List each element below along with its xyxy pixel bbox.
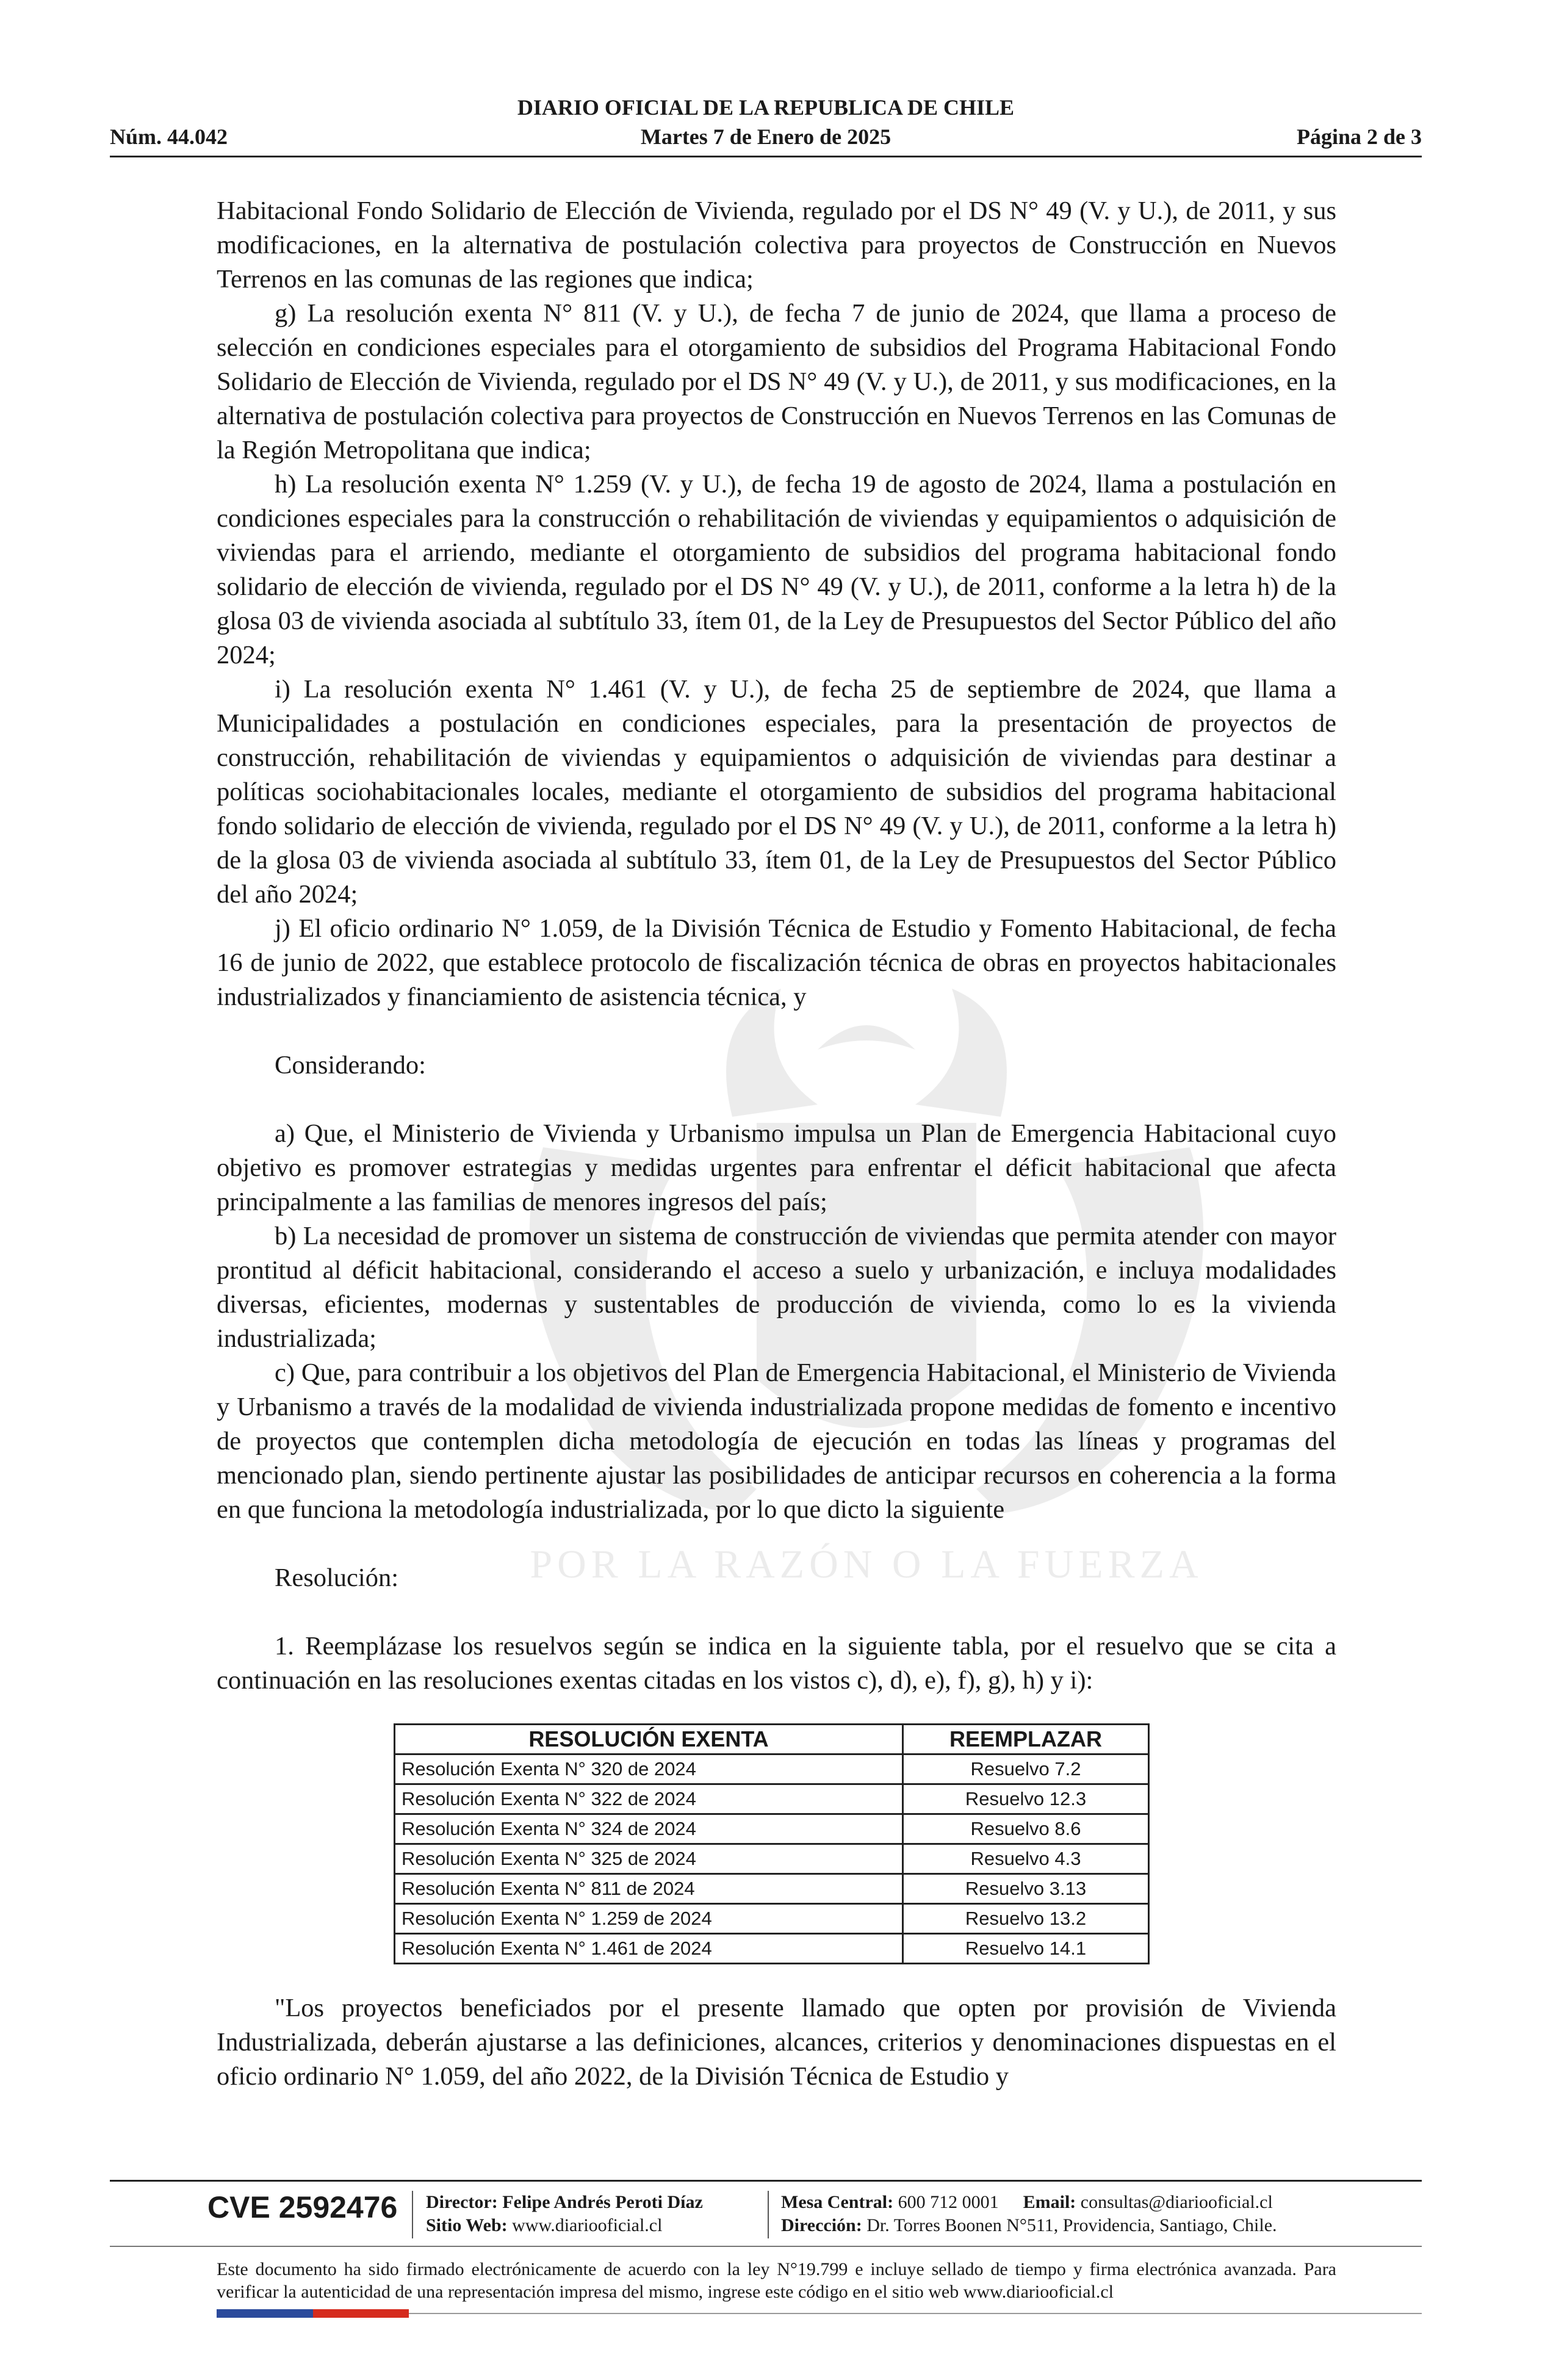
footer-bottom-rule	[409, 2313, 1422, 2314]
header-divider	[110, 156, 1422, 157]
table-row	[395, 1844, 1149, 1874]
table-cell-resolution: Resolución Exenta N° 324 de 2024	[395, 1814, 903, 1844]
page-number: Página 2 de 3	[1296, 124, 1422, 149]
quoted-resolution-text: "Los proyectos beneficiados por el presente llamado que opten por provisión de Vivienda Industrializada, deberán ajustarse a las definiciones, alcances, criterios y denominaciones dispuestas en el oficio ordinario N° 1.059, del año 2022, de la División Técnica de Estudio y	[217, 1994, 1336, 2091]
email-label: Email:	[1023, 2192, 1076, 2212]
paragraph-i: i) La resolución exenta N° 1.461 (V. y U.), de fecha 25 de septiembre de 2024, que llama a Municipalidades a postulación en condiciones especiales, para la presentación de proyectos de construcción, rehabilitación de viviendas y equipamientos o adquisición de viviendas para destinar a políticas sociohabitacionales locales, mediante el otorgamiento de subsidios del programa habitacional fondo solidario de elección de vivienda, regulado por el DS N° 49 (V. y U.), de 2011, conforme a la letra h) de la glosa 03 de vivienda asociada al subtítulo 33, ítem 01, de la Ley de Presupuestos del Sector Público del año 2024;	[217, 675, 1336, 909]
resolucion-heading: Resolución:	[275, 1563, 399, 1592]
watermark-motto: POR LA RAZÓN O LA FUERZA	[530, 1542, 1203, 1587]
footer-separator	[768, 2191, 769, 2238]
table-cell-replace: Resuelvo 8.6	[903, 1814, 1149, 1844]
table-cell-resolution: Resolución Exenta N° 1.259 de 2024	[395, 1904, 903, 1934]
table-cell-replace: Resuelvo 13.2	[903, 1904, 1149, 1934]
page-header	[110, 95, 1422, 156]
table-row	[395, 1814, 1149, 1844]
address-label: Dirección:	[781, 2215, 862, 2235]
table-row	[395, 1784, 1149, 1814]
considerando-heading: Considerando:	[275, 1051, 426, 1080]
table-cell-replace: Resuelvo 12.3	[903, 1784, 1149, 1814]
footer-contact-block	[781, 2191, 1277, 2237]
replacement-table	[394, 1723, 1150, 1964]
table-cell-resolution: Resolución Exenta N° 811 de 2024	[395, 1874, 903, 1904]
paragraph-j: j) El oficio ordinario N° 1.059, de la División Técnica de Estudio y Fomento Habitacional, de fecha 16 de junio de 2022, que establece protocolo de fiscalización técnica de obras en proyectos habitacionales industrializados y financiamiento de asistencia técnica, y	[217, 914, 1336, 1011]
table-cell-resolution: Resolución Exenta N° 320 de 2024	[395, 1754, 903, 1784]
footer-director-block	[426, 2191, 703, 2237]
table-header-row	[395, 1725, 1149, 1754]
footer-divider-secondary	[110, 2246, 1422, 2247]
website-label: Sitio Web:	[426, 2215, 508, 2235]
footer-divider	[110, 2180, 1422, 2182]
considerando-a: a) Que, el Ministerio de Vivienda y Urbanismo impulsa un Plan de Emergencia Habitacional cuyo objetivo es promover estrategias y medidas urgentes para enfrentar el déficit habitacional que afecta principalmente a las familias de menores ingresos del país;	[217, 1119, 1336, 1216]
table-row	[395, 1874, 1149, 1904]
address-value: Dr. Torres Boonen N°511, Providencia, Santiago, Chile.	[866, 2215, 1277, 2235]
considerando-c: c) Que, para contribuir a los objetivos del Plan de Emergencia Habitacional, el Ministerio de Vivienda y Urbanismo a través de la modalidad de vivienda industrializada propone medidas de fomento e incentivo de proyectos que contemplen dicha metodología de ejecución en todas las líneas y programas del mencionado plan, siendo pertinente ajustar las posibilidades de anticipar recursos en coherencia a la forma en que funciona la metodología industrializada, por lo que dicto la siguiente	[217, 1358, 1336, 1524]
publication-title: DIARIO OFICIAL DE LA REPUBLICA DE CHILE	[517, 95, 1015, 120]
table-cell-replace: Resuelvo 4.3	[903, 1844, 1149, 1874]
paragraph-f-continued: Habitacional Fondo Solidario de Elección de Vivienda, regulado por el DS N° 49 (V. y U.), de 2011, y sus modificaciones, en la alternativa de postulación colectiva para proyectos de Construcción en Nuevos Terrenos en las comunas de las regiones que indica;	[217, 197, 1336, 294]
table-cell-resolution: Resolución Exenta N° 1.461 de 2024	[395, 1934, 903, 1964]
table-row	[395, 1904, 1149, 1934]
director-name: Felipe Andrés Peroti Díaz	[502, 2192, 703, 2212]
column-header-replace: REEMPLAZAR	[903, 1725, 1149, 1754]
email-link[interactable]: consultas@diariooficial.cl	[1080, 2192, 1273, 2212]
table-cell-replace: Resuelvo 3.13	[903, 1874, 1149, 1904]
mesa-central-phone: 600 712 0001	[898, 2192, 999, 2212]
flag-stripe	[217, 2309, 409, 2318]
table-cell-resolution: Resolución Exenta N° 322 de 2024	[395, 1784, 903, 1814]
column-header-resolution: RESOLUCIÓN EXENTA	[395, 1725, 903, 1754]
electronic-signature-note: Este documento ha sido firmado electrónicamente de acuerdo con la ley N°19.799 e incluye sellado de tiempo y firma electrónica avanzada. Para verificar la autenticidad de una representación impresa del mismo, ingrese este código en el sitio web www.diariooficial.cl	[217, 2259, 1336, 2302]
flag-stripe-red	[313, 2309, 409, 2318]
considerando-b: b) La necesidad de promover un sistema de construcción de viviendas que permita atender con mayor prontitud al déficit habitacional, considerando el acceso a suelo y urbanización, e incluya modalidades diversas, eficientes, modernas y sustentables de producción de vivienda, como lo es la vivienda industrializada;	[217, 1222, 1336, 1353]
table-cell-replace: Resuelvo 14.1	[903, 1934, 1149, 1964]
table-row	[395, 1934, 1149, 1964]
cve-code: CVE 2592476	[207, 2190, 398, 2224]
paragraph-h: h) La resolución exenta N° 1.259 (V. y U.), de fecha 19 de agosto de 2024, llama a postulación en condiciones especiales para la construcción o rehabilitación de viviendas y equipamientos o adquisición de viviendas para el arriendo, mediante el otorgamiento de subsidios del programa habitacional fondo solidario de elección de vivienda, regulado por el DS N° 49 (V. y U.), de 2011, conforme a la letra h) de la glosa 03 de vivienda asociada al subtítulo 33, ítem 01, de la Ley de Presupuestos del Sector Público del año 2024;	[217, 470, 1336, 669]
table-cell-resolution: Resolución Exenta N° 325 de 2024	[395, 1844, 903, 1874]
flag-stripe-blue	[217, 2309, 313, 2318]
paragraph-g: g) La resolución exenta N° 811 (V. y U.), de fecha 7 de junio de 2024, que llama a proceso de selección en condiciones especiales para el otorgamiento de subsidios del Programa Habitacional Fondo Solidario de Elección de Vivienda, regulado por el DS N° 49 (V. y U.), de 2011, y sus modificaciones, en la alternativa de postulación colectiva para proyectos de Construcción en Nuevos Terrenos en las Comunas de la Región Metropolitana que indica;	[217, 299, 1336, 464]
resolution-item-1: 1. Reemplázase los resuelvos según se indica en la siguiente tabla, por el resuelvo que se cita a continuación en las resoluciones exentas citadas en los vistos c), d), e), f), g), h) y i):	[217, 1632, 1336, 1695]
issue-number: Núm. 44.042	[110, 124, 228, 149]
issue-date: Martes 7 de Enero de 2025	[640, 124, 891, 149]
table-cell-replace: Resuelvo 7.2	[903, 1754, 1149, 1784]
footer-separator	[412, 2191, 413, 2238]
mesa-central-label: Mesa Central:	[781, 2192, 894, 2212]
website-link[interactable]: www.diariooficial.cl	[512, 2215, 663, 2235]
table-row	[395, 1754, 1149, 1784]
document-body	[217, 194, 1336, 2094]
director-label: Director:	[426, 2192, 498, 2212]
